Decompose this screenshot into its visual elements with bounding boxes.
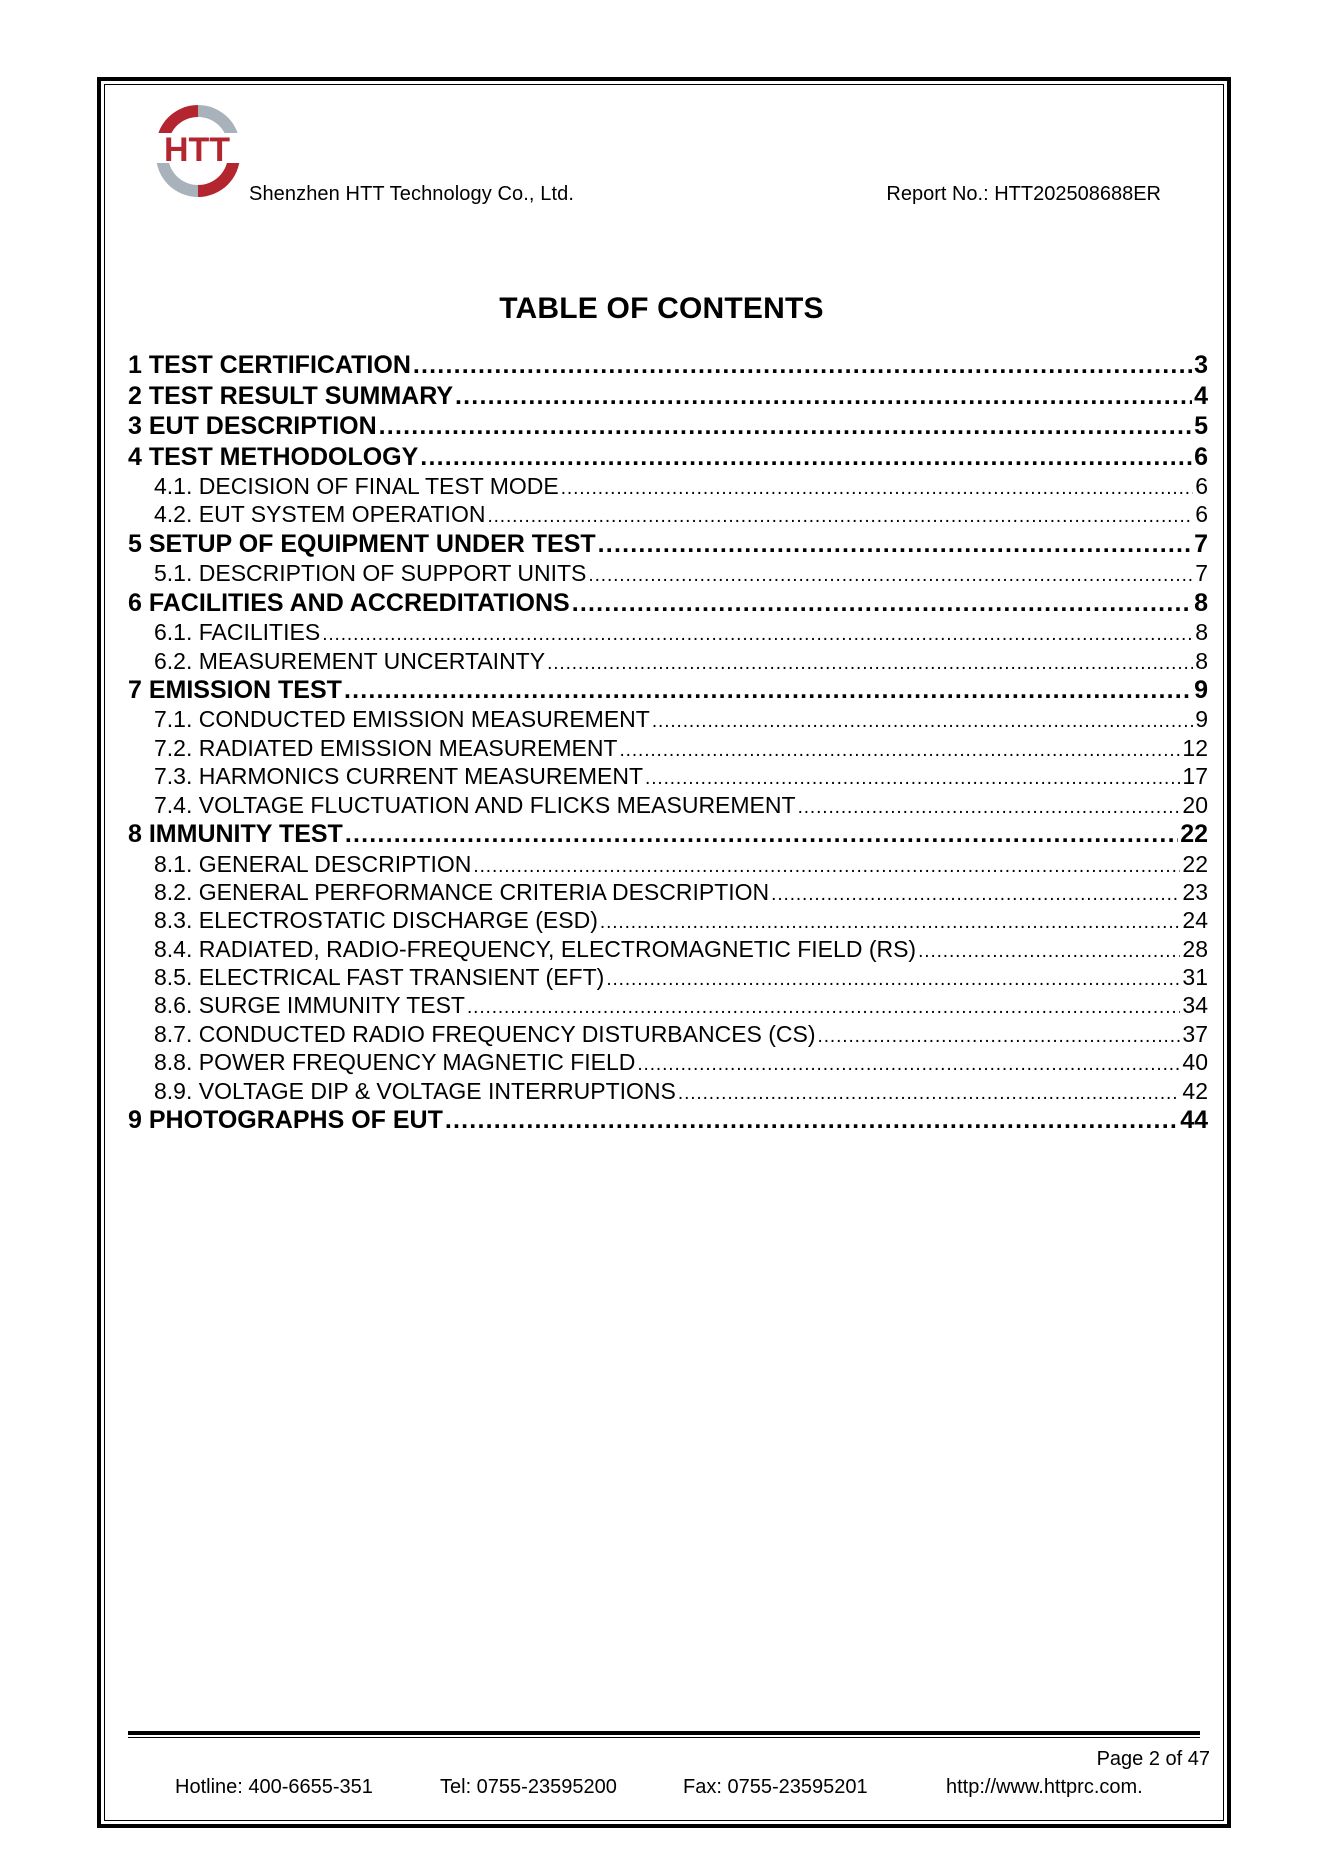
table-of-contents xyxy=(128,350,1208,1136)
toc-subsection-entry[interactable] xyxy=(128,472,1208,500)
toc-entry-page: 37 xyxy=(1182,1020,1208,1047)
toc-dot-leader xyxy=(561,475,1193,500)
footer-rule xyxy=(128,1731,1200,1735)
toc-entry-label: 8.9. VOLTAGE DIP & VOLTAGE INTERRUPTIONS xyxy=(154,1077,676,1104)
toc-entry-page: 28 xyxy=(1182,935,1208,962)
toc-dot-leader xyxy=(547,650,1193,675)
toc-dot-leader xyxy=(818,1023,1181,1048)
toc-entry-label: 8.3. ELECTROSTATIC DISCHARGE (ESD) xyxy=(154,907,598,934)
toc-subsection-entry[interactable] xyxy=(128,850,1208,878)
toc-section-entry[interactable] xyxy=(128,529,1208,560)
toc-section-entry[interactable] xyxy=(128,350,1208,381)
toc-subsection-entry[interactable] xyxy=(128,1048,1208,1076)
toc-entry-page: 8 xyxy=(1195,647,1208,674)
toc-title: TABLE OF CONTENTS xyxy=(499,292,824,325)
toc-entry-page: 23 xyxy=(1182,878,1208,905)
toc-subsection-entry[interactable] xyxy=(128,705,1208,733)
toc-entry-label: 8.4. RADIATED, RADIO-FREQUENCY, ELECTROMAGNETIC FIELD (RS) xyxy=(154,935,917,962)
toc-section-entry[interactable] xyxy=(128,675,1208,706)
toc-dot-leader xyxy=(487,503,1193,528)
toc-entry-label: 7.2. RADIATED EMISSION MEASUREMENT xyxy=(154,734,618,761)
toc-dot-leader xyxy=(598,529,1192,560)
toc-subsection-entry[interactable] xyxy=(128,500,1208,528)
toc-entry-label: 8.8. POWER FREQUENCY MAGNETIC FIELD xyxy=(154,1049,636,1076)
toc-entry-page: 7 xyxy=(1195,560,1208,587)
toc-entry-label: 8.6. SURGE IMMUNITY TEST xyxy=(154,992,465,1019)
toc-dot-leader xyxy=(588,562,1193,587)
toc-entry-label: 8.5. ELECTRICAL FAST TRANSIENT (EFT) xyxy=(154,964,605,991)
toc-dot-leader xyxy=(645,765,1180,790)
toc-entry-page: 22 xyxy=(1180,820,1208,849)
toc-entry-label: 7.3. HARMONICS CURRENT MEASUREMENT xyxy=(154,763,644,790)
toc-entry-page: 5 xyxy=(1194,412,1208,440)
toc-dot-leader xyxy=(600,909,1181,934)
toc-entry-label: 8.1. GENERAL DESCRIPTION xyxy=(154,850,472,877)
toc-subsection-entry[interactable] xyxy=(128,791,1208,819)
toc-entry-label: 6 FACILITIES AND ACCREDITATIONS xyxy=(128,588,570,617)
toc-dot-leader xyxy=(344,675,1192,706)
toc-subsection-entry[interactable] xyxy=(128,1077,1208,1105)
toc-dot-leader xyxy=(652,708,1193,733)
toc-entry-label: 5.1. DESCRIPTION OF SUPPORT UNITS xyxy=(154,560,587,587)
toc-entry-page: 3 xyxy=(1194,351,1208,379)
toc-entry-label: 7 EMISSION TEST xyxy=(128,675,342,704)
toc-dot-leader xyxy=(420,442,1192,473)
toc-dot-leader xyxy=(771,881,1180,906)
toc-entry-label: 1 TEST CERTIFICATION xyxy=(128,351,411,379)
toc-entry-label: 4.2. EUT SYSTEM OPERATION xyxy=(154,501,486,528)
toc-subsection-entry[interactable] xyxy=(128,734,1208,762)
toc-entry-page: 12 xyxy=(1182,734,1208,761)
toc-dot-leader xyxy=(413,350,1192,381)
toc-entry-page: 20 xyxy=(1182,791,1208,818)
footer-fax: Fax: 0755-23595201 xyxy=(683,1776,868,1798)
toc-dot-leader xyxy=(637,1051,1180,1076)
toc-subsection-entry[interactable] xyxy=(128,1020,1208,1048)
page-number: Page 2 of 47 xyxy=(1096,1748,1210,1770)
toc-entry-label: 9 PHOTOGRAPHS OF EUT xyxy=(128,1106,443,1135)
toc-section-entry[interactable] xyxy=(128,411,1208,442)
toc-entry-label: 8.2. GENERAL PERFORMANCE CRITERIA DESCRIPTION xyxy=(154,878,770,905)
toc-subsection-entry[interactable] xyxy=(128,762,1208,790)
toc-section-entry[interactable] xyxy=(128,442,1208,473)
toc-entry-page: 6 xyxy=(1195,473,1208,499)
toc-section-entry[interactable] xyxy=(128,381,1208,412)
toc-section-entry[interactable] xyxy=(128,819,1208,850)
footer-hotline: Hotline: 400-6655-351 xyxy=(175,1776,373,1798)
footer-website-link[interactable]: http://www.httprc.com. xyxy=(946,1776,1143,1798)
toc-entry-page: 40 xyxy=(1182,1049,1208,1076)
toc-entry-label: 4.1. DECISION OF FINAL TEST MODE xyxy=(154,473,559,499)
toc-subsection-entry[interactable] xyxy=(128,935,1208,963)
toc-subsection-entry[interactable] xyxy=(128,559,1208,587)
toc-entry-page: 7 xyxy=(1194,529,1208,558)
toc-entry-page: 17 xyxy=(1182,763,1208,790)
toc-entry-label: 2 TEST RESULT SUMMARY xyxy=(128,381,454,410)
toc-dot-leader xyxy=(322,621,1193,646)
toc-dot-leader xyxy=(379,411,1192,442)
toc-entry-label: 5 SETUP OF EQUIPMENT UNDER TEST xyxy=(128,529,596,558)
toc-dot-leader xyxy=(798,794,1181,819)
toc-dot-leader xyxy=(345,819,1178,850)
toc-dot-leader xyxy=(467,994,1180,1019)
toc-subsection-entry[interactable] xyxy=(128,878,1208,906)
toc-entry-label: 6.1. FACILITIES xyxy=(154,619,321,646)
toc-subsection-entry[interactable] xyxy=(128,963,1208,991)
toc-subsection-entry[interactable] xyxy=(128,906,1208,934)
toc-entry-page: 9 xyxy=(1194,675,1208,704)
toc-section-entry[interactable] xyxy=(128,588,1208,619)
toc-dot-leader xyxy=(918,938,1180,963)
footer-rule-thin xyxy=(128,1737,1200,1738)
toc-subsection-entry[interactable] xyxy=(128,647,1208,675)
toc-entry-page: 6 xyxy=(1194,442,1208,471)
footer-tel: Tel: 0755-23595200 xyxy=(440,1776,617,1798)
toc-subsection-entry[interactable] xyxy=(128,618,1208,646)
report-number: Report No.: HTT202508688ER xyxy=(886,183,1161,205)
toc-entry-label: 7.1. CONDUCTED EMISSION MEASUREMENT xyxy=(154,706,650,733)
toc-entry-page: 6 xyxy=(1195,501,1208,528)
toc-entry-page: 4 xyxy=(1194,381,1208,410)
toc-entry-label: 8.7. CONDUCTED RADIO FREQUENCY DISTURBANCES (CS) xyxy=(154,1020,816,1047)
toc-entry-page: 8 xyxy=(1194,588,1208,617)
toc-entry-page: 42 xyxy=(1182,1077,1208,1104)
toc-dot-leader xyxy=(473,853,1180,878)
toc-entry-label: 7.4. VOLTAGE FLUCTUATION AND FLICKS MEASUREMENT xyxy=(154,791,796,818)
toc-entry-page: 8 xyxy=(1195,619,1208,646)
toc-entry-page: 9 xyxy=(1195,706,1208,733)
toc-dot-leader xyxy=(445,1105,1178,1136)
toc-section-entry[interactable] xyxy=(128,1105,1208,1136)
toc-dot-leader xyxy=(678,1080,1181,1105)
toc-entry-label: 8 IMMUNITY TEST xyxy=(128,820,343,849)
toc-dot-leader xyxy=(619,737,1180,762)
company-name: Shenzhen HTT Technology Co., Ltd. xyxy=(249,183,574,205)
toc-entry-page: 22 xyxy=(1182,850,1208,877)
toc-dot-leader xyxy=(572,588,1192,619)
htt-logo xyxy=(140,93,256,209)
toc-entry-page: 34 xyxy=(1182,992,1208,1019)
logo-text: HTT xyxy=(163,131,231,169)
toc-entry-label: 6.2. MEASUREMENT UNCERTAINTY xyxy=(154,647,546,674)
toc-dot-leader xyxy=(455,381,1192,412)
toc-subsection-entry[interactable] xyxy=(128,991,1208,1019)
toc-dot-leader xyxy=(606,966,1180,991)
toc-entry-page: 24 xyxy=(1182,907,1208,934)
toc-entry-label: 4 TEST METHODOLOGY xyxy=(128,442,419,471)
toc-entry-page: 31 xyxy=(1182,964,1208,991)
toc-entry-page: 44 xyxy=(1180,1106,1208,1135)
toc-entry-label: 3 EUT DESCRIPTION xyxy=(128,412,377,440)
